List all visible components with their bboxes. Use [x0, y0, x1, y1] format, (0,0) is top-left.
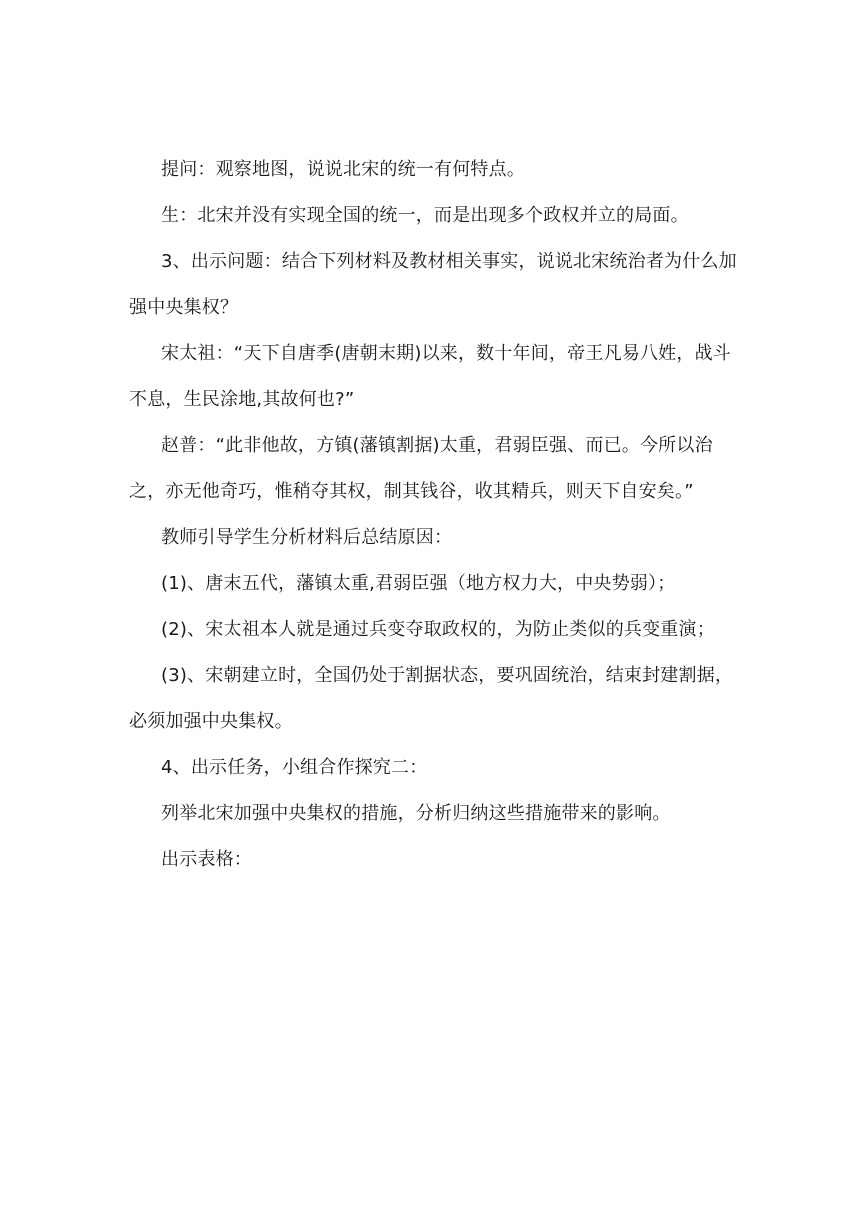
paragraph-student-answer: 生：北宋并没有实现全国的统一，而是出现多个政权并立的局面。: [161, 205, 689, 226]
paragraph-reason-1: (1)、唐末五代，藩镇太重,君弱臣强（地方权力大，中央势弱）；: [161, 573, 676, 594]
paragraph-task-4: 4、出示任务，小组合作探究二：: [161, 757, 428, 778]
document-body: [129, 147, 739, 883]
paragraph-reason-3: (3)、宋朝建立时，全国仍处于割据状态，要巩固统治，结束封建割据，必须加强中央集权。: [129, 665, 734, 732]
paragraph-reason-2: (2)、宋太祖本人就是通过兵变夺取政权的，为防止类似的兵变重演；: [161, 619, 715, 640]
paragraph-quote-song-taizu: 宋太祖：“天下自唐季(唐朝末期)以来，数十年间，帝王凡易八姓，战斗不息，生民涂地,其故何也?”: [129, 343, 731, 410]
paragraph-show-table: 出示表格：: [161, 849, 252, 870]
paragraph-teacher-summary: 教师引导学生分析材料后总结原因：: [161, 527, 453, 548]
paragraph-question: 提问：观察地图，说说北宋的统一有何特点。: [161, 159, 525, 180]
paragraph-quote-zhao-pu: 赵普：“此非他故，方镇(藩镇割据)太重，君弱臣强、而已。今所以治之，亦无他奇巧，惟稍夺其权，制其钱谷，收其精兵，则天下自安矣。”: [129, 435, 713, 502]
paragraph-problem-3: 3、出示问题：结合下列材料及教材相关事实，说说北宋统治者为什么加强中央集权？: [129, 251, 737, 318]
paragraph-task-instruction: 列举北宋加强中央集权的措施，分析归纳这些措施带来的影响。: [161, 803, 671, 824]
